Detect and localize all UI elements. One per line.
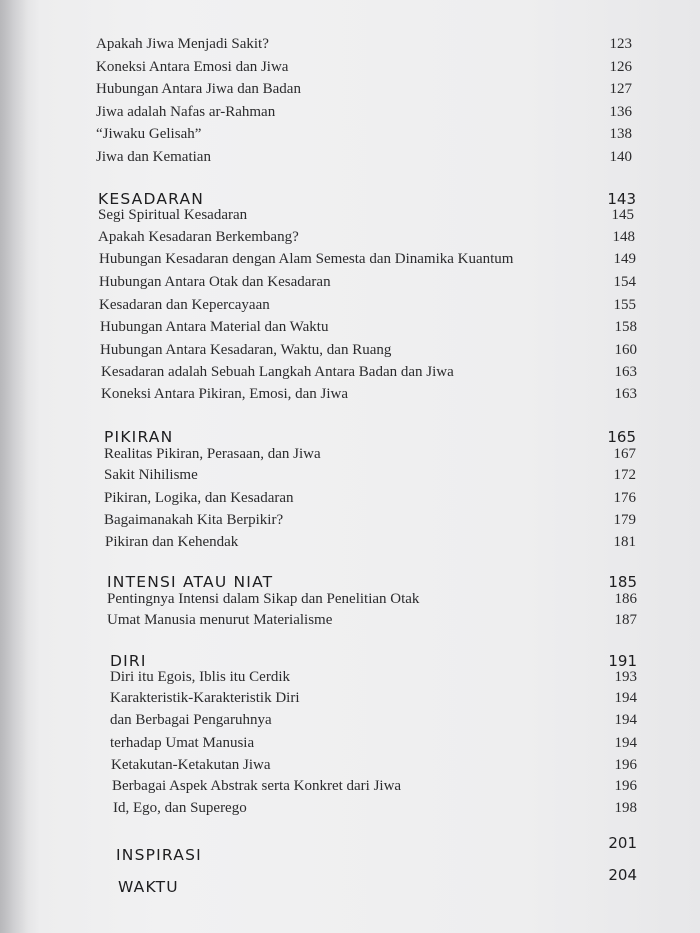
section-heading-title: KESADARAN [98, 190, 205, 208]
toc-entry-title: Apakah Kesadaran Berkembang? [98, 229, 299, 245]
toc-entry [111, 757, 637, 779]
section-heading-page: 201 [608, 834, 637, 852]
toc-entry [99, 274, 636, 296]
toc-entry-title: Realitas Pikiran, Perasaan, dan Jiwa [104, 446, 321, 462]
section-heading-waktu [118, 866, 637, 896]
toc-entry-page: 155 [613, 297, 636, 313]
toc-entry [105, 534, 636, 556]
toc-entry [96, 149, 632, 171]
section-heading-intensi [107, 573, 637, 591]
toc-entry-page: 148 [612, 229, 635, 245]
section-heading-title: WAKTU [118, 878, 179, 896]
section-heading-title: INSPIRASI [116, 846, 202, 864]
toc-entry-title: Kesadaran adalah Sebuah Langkah Antara Badan dan Jiwa [101, 364, 454, 380]
toc-entry-page: 194 [614, 712, 637, 728]
toc-entry [99, 297, 636, 319]
toc-entry-page: 198 [614, 800, 637, 816]
toc-entry-page: 187 [614, 612, 637, 628]
toc-entry-title: Hubungan Antara Material dan Waktu [100, 319, 329, 335]
toc-entry-title: Pikiran, Logika, dan Kesadaran [104, 490, 294, 506]
toc-entry-page: 186 [614, 591, 637, 607]
toc-entry [96, 36, 632, 58]
toc-entry-title: “Jiwaku Gelisah” [96, 126, 202, 142]
toc-entry-page: 172 [613, 467, 636, 483]
toc-entry-page: 196 [614, 757, 637, 773]
section-heading-title: PIKIRAN [104, 428, 174, 446]
section-heading-page: 204 [608, 866, 637, 884]
toc-entry-title: Kesadaran dan Kepercayaan [99, 297, 270, 313]
toc-entry [110, 690, 637, 712]
toc-entry-page: 149 [613, 251, 636, 267]
section-heading-page: 165 [607, 428, 636, 446]
toc-entry-page: 138 [609, 126, 632, 142]
toc-entry [96, 59, 632, 81]
toc-entry [96, 81, 632, 103]
toc-entry [96, 104, 632, 126]
section-heading-inspirasi [116, 834, 637, 864]
page-gutter-shadow [0, 0, 28, 933]
toc-entry-title: Segi Spiritual Kesadaran [98, 207, 248, 223]
section-heading-kesadaran [98, 190, 636, 208]
toc-entry-page: 163 [614, 386, 637, 402]
toc-entry-title: Hubungan Antara Jiwa dan Badan [96, 81, 301, 97]
toc-entry [110, 669, 637, 691]
toc-entry-title: Pikiran dan Kehendak [105, 534, 239, 550]
toc-entry-page: 126 [609, 59, 632, 75]
section-heading-diri [110, 652, 637, 670]
toc-entry [104, 467, 636, 489]
toc-entry [100, 319, 637, 341]
toc-entry [98, 207, 634, 229]
toc-entry [96, 126, 632, 148]
toc-entry-page: 176 [613, 490, 636, 506]
toc-entry-page: 123 [609, 36, 632, 52]
toc-entry [98, 229, 635, 251]
toc-entry-title: terhadap Umat Manusia [110, 735, 255, 751]
toc-entry-title: Koneksi Antara Pikiran, Emosi, dan Jiwa [101, 386, 349, 402]
toc-entry-page: 196 [614, 778, 637, 794]
toc-entry-title: Diri itu Egois, Iblis itu Cerdik [110, 669, 290, 685]
toc-entry [104, 512, 636, 534]
toc-entry-title: Id, Ego, dan Superego [113, 800, 247, 816]
toc-entry-page: 127 [609, 81, 632, 97]
toc-entry-page: 145 [611, 207, 634, 223]
toc-entry [107, 591, 637, 613]
toc-entry [104, 446, 636, 468]
toc-entry [104, 490, 636, 512]
toc-entry-title: Hubungan Antara Kesadaran, Waktu, dan Ruang [100, 342, 392, 358]
toc-entry-page: 163 [614, 364, 637, 380]
toc-entry-page: 179 [613, 512, 636, 528]
toc-entry-title: Hubungan Antara Otak dan Kesadaran [99, 274, 331, 290]
toc-entry-title: Pentingnya Intensi dalam Sikap dan Penelitian Otak [107, 591, 420, 607]
toc-entry-title: Jiwa dan Kematian [96, 149, 211, 165]
section-heading-title: INTENSI ATAU NIAT [107, 573, 274, 591]
section-heading-pikiran [104, 428, 636, 446]
toc-entry-title: Hubungan Kesadaran dengan Alam Semesta dan Dinamika Kuantum [99, 251, 514, 267]
toc-entry-title: Jiwa adalah Nafas ar-Rahman [96, 104, 276, 120]
toc-entry-page: 194 [614, 690, 637, 706]
toc-entry-page: 181 [613, 534, 636, 550]
toc-entry-title: Berbagai Aspek Abstrak serta Konkret dari Jiwa [112, 778, 402, 794]
toc-entry-page: 193 [614, 669, 637, 685]
toc-entry [100, 342, 637, 364]
toc-entry-title: Karakteristik-Karakteristik Diri [110, 690, 300, 706]
toc-entry-title: dan Berbagai Pengaruhnya [110, 712, 272, 728]
section-heading-title: DIRI [110, 652, 147, 670]
toc-entry-page: 140 [609, 149, 632, 165]
toc-entry [110, 735, 637, 757]
toc-entry-title: Sakit Nihilisme [104, 467, 198, 483]
toc-entry [101, 364, 637, 386]
toc-entry-page: 136 [609, 104, 632, 120]
toc-entry-page: 154 [613, 274, 636, 290]
toc-entry-page: 194 [614, 735, 637, 751]
toc-entry-page: 160 [614, 342, 637, 358]
toc-entry [99, 251, 636, 273]
toc-entry-title: Apakah Jiwa Menjadi Sakit? [96, 36, 269, 52]
toc-entry-title: Umat Manusia menurut Materialisme [107, 612, 333, 628]
toc-entry [112, 778, 637, 800]
toc-entry [107, 612, 637, 634]
toc-entry [110, 712, 637, 734]
section-heading-page: 143 [607, 190, 636, 208]
toc-entry-title: Bagaimanakah Kita Berpikir? [104, 512, 284, 528]
section-heading-page: 191 [608, 652, 637, 670]
toc-entry [101, 386, 637, 408]
toc-entry-page: 158 [614, 319, 637, 335]
toc-entry-page: 167 [613, 446, 636, 462]
toc-entry [113, 800, 637, 822]
section-heading-page: 185 [608, 573, 637, 591]
toc-entry-title: Koneksi Antara Emosi dan Jiwa [96, 59, 289, 75]
toc-entry-title: Ketakutan-Ketakutan Jiwa [111, 757, 271, 773]
